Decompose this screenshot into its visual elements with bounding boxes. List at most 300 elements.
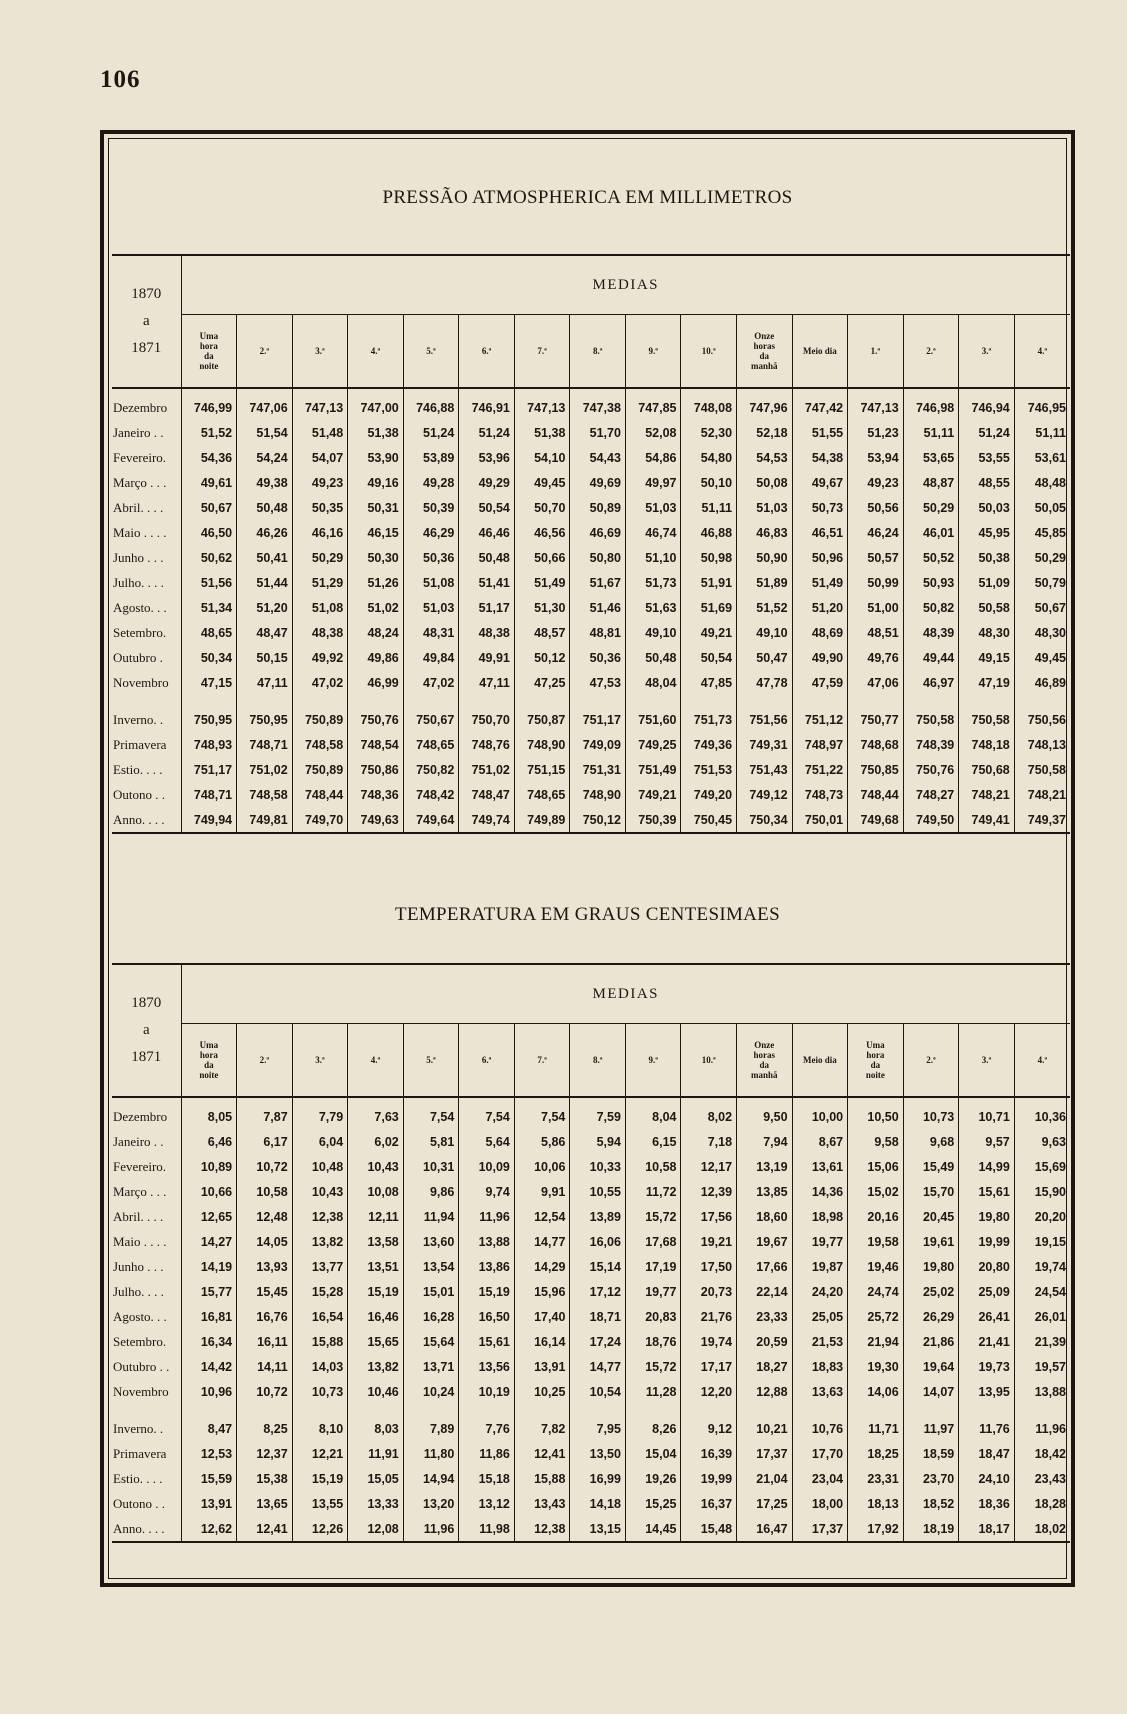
value-cell: 47,06 xyxy=(848,670,904,695)
value-cell: 9,58 xyxy=(848,1129,904,1154)
value-cell: 5,94 xyxy=(570,1129,626,1154)
value-cell: 47,85 xyxy=(681,670,737,695)
spacer-cell xyxy=(112,1404,181,1416)
value-cell: 13,20 xyxy=(403,1491,459,1516)
value-cell: 52,18 xyxy=(737,420,793,445)
spacer-cell xyxy=(959,695,1015,707)
row-label: Dezembro xyxy=(112,388,181,420)
value-cell: 16,14 xyxy=(514,1329,570,1354)
value-cell: 16,81 xyxy=(181,1304,237,1329)
value-cell: 751,31 xyxy=(570,757,626,782)
value-cell: 11,86 xyxy=(459,1441,515,1466)
value-cell: 18,42 xyxy=(1034,1446,1066,1461)
value-cell: 750,95 xyxy=(181,707,237,732)
value-cell: 50,79 xyxy=(1034,575,1066,590)
hour-header-line: Meio dia xyxy=(802,1055,837,1065)
table-row xyxy=(112,1416,1070,1441)
value-cell: 749,12 xyxy=(737,782,793,807)
value-cell: 19,58 xyxy=(848,1229,904,1254)
spacer-cell xyxy=(459,695,515,707)
value-cell: 18,27 xyxy=(737,1354,793,1379)
value-cell: 50,48 xyxy=(625,645,681,670)
value-cell: 751,17 xyxy=(181,757,237,782)
value-cell: 748,27 xyxy=(903,782,959,807)
table-row xyxy=(112,732,1070,757)
value-cell: 50,98 xyxy=(681,545,737,570)
spacer-cell xyxy=(959,1404,1015,1416)
hour-header-line: 3.ª xyxy=(315,346,325,356)
value-cell: 47,11 xyxy=(237,670,293,695)
value-cell: 13,56 xyxy=(459,1354,515,1379)
value-cell: 50,15 xyxy=(237,645,293,670)
value-cell: 51,23 xyxy=(848,420,904,445)
hour-header-line: hora xyxy=(199,1050,218,1060)
medias-header: MEDIAS xyxy=(181,255,1070,315)
value-cell: 11,28 xyxy=(625,1379,681,1404)
spacer-cell xyxy=(403,1404,459,1416)
value-cell: 9,86 xyxy=(403,1179,459,1204)
value-cell: 750,56 xyxy=(1027,712,1066,727)
value-cell: 8,25 xyxy=(237,1416,293,1441)
value-cell: 49,84 xyxy=(403,645,459,670)
spacer-cell xyxy=(348,695,404,707)
spacer-cell xyxy=(237,1404,293,1416)
value-cell: 25,02 xyxy=(903,1279,959,1304)
hour-header-line: 3.ª xyxy=(315,1055,325,1065)
value-cell: 51,44 xyxy=(237,570,293,595)
value-cell: 49,29 xyxy=(459,470,515,495)
value-cell: 13,12 xyxy=(459,1491,515,1516)
hour-header xyxy=(181,1024,237,1098)
table-row xyxy=(112,495,1070,520)
temperature-title: TEMPERATURA EM GRAUS CENTESIMAES xyxy=(395,904,780,925)
value-cell: 24,10 xyxy=(959,1466,1015,1491)
value-cell: 16,28 xyxy=(403,1304,459,1329)
value-cell: 10,33 xyxy=(570,1154,626,1179)
table-row xyxy=(112,1229,1070,1254)
value-cell: 46,29 xyxy=(403,520,459,545)
hour-header xyxy=(403,315,459,389)
value-cell: 51,11 xyxy=(903,420,959,445)
hour-header xyxy=(959,1024,1015,1098)
value-cell: 48,81 xyxy=(570,620,626,645)
year-range-part: a xyxy=(142,313,150,329)
value-cell: 45,95 xyxy=(959,520,1015,545)
value-cell: 19,67 xyxy=(737,1229,793,1254)
table-row xyxy=(112,388,1070,420)
value-cell: 14,03 xyxy=(292,1354,348,1379)
spacer-cell xyxy=(348,1404,404,1416)
value-cell: 5,86 xyxy=(514,1129,570,1154)
table-row xyxy=(112,1204,1070,1229)
table-row xyxy=(112,1279,1070,1304)
value-cell: 5,81 xyxy=(403,1129,459,1154)
value-cell: 15,02 xyxy=(848,1179,904,1204)
row-label: Anno. . . . xyxy=(112,1516,181,1542)
spacer-cell xyxy=(112,695,181,707)
value-cell: 13,85 xyxy=(737,1179,793,1204)
value-cell: 54,10 xyxy=(514,445,570,470)
hour-header-row xyxy=(112,1024,1070,1098)
value-cell: 47,53 xyxy=(570,670,626,695)
table-row xyxy=(112,1329,1070,1354)
value-cell: 13,71 xyxy=(403,1354,459,1379)
hour-header-line: noite xyxy=(199,361,219,371)
row-label: Anno. . . . xyxy=(112,807,181,833)
page-number: 106 xyxy=(100,66,141,93)
value-cell: 50,29 xyxy=(903,495,959,520)
spacer-cell xyxy=(514,695,570,707)
value-cell: 26,01 xyxy=(1034,1309,1066,1324)
spacer-cell xyxy=(1014,1404,1070,1416)
value-cell: 12,41 xyxy=(514,1441,570,1466)
value-cell: 750,89 xyxy=(292,757,348,782)
value-cell: 6,04 xyxy=(292,1129,348,1154)
value-cell: 748,13 xyxy=(1027,737,1066,752)
table-row xyxy=(112,595,1070,620)
hour-header-line: 10.ª xyxy=(701,1055,716,1065)
value-cell: 11,72 xyxy=(625,1179,681,1204)
value-cell: 19,73 xyxy=(959,1354,1015,1379)
value-cell: 51,49 xyxy=(514,570,570,595)
hour-header xyxy=(514,315,570,389)
value-cell: 748,44 xyxy=(292,782,348,807)
value-cell: 10,76 xyxy=(792,1416,848,1441)
value-cell: 7,95 xyxy=(570,1416,626,1441)
value-cell: 750,58 xyxy=(1027,762,1066,777)
value-cell: 13,60 xyxy=(403,1229,459,1254)
value-cell: 46,24 xyxy=(848,520,904,545)
value-cell: 750,95 xyxy=(237,707,293,732)
value-cell: 50,31 xyxy=(348,495,404,520)
value-cell: 751,49 xyxy=(625,757,681,782)
value-cell: 19,80 xyxy=(959,1204,1015,1229)
hour-header xyxy=(681,315,737,389)
value-cell: 48,04 xyxy=(625,670,681,695)
value-cell: 18,00 xyxy=(792,1491,848,1516)
value-cell: 51,38 xyxy=(514,420,570,445)
value-cell: 12,62 xyxy=(181,1516,237,1542)
row-label: Maio . . . . xyxy=(112,520,181,545)
hour-header-line: Uma xyxy=(199,1040,219,1050)
value-cell: 50,48 xyxy=(459,545,515,570)
spacer-cell xyxy=(903,1404,959,1416)
hour-header xyxy=(681,1024,737,1098)
value-cell: 53,94 xyxy=(848,445,904,470)
value-cell: 12,41 xyxy=(237,1516,293,1542)
value-cell: 49,10 xyxy=(625,620,681,645)
table-row xyxy=(112,1466,1070,1491)
value-cell: 748,73 xyxy=(792,782,848,807)
value-cell: 9,91 xyxy=(514,1179,570,1204)
value-cell: 50,36 xyxy=(403,545,459,570)
value-cell: 8,05 xyxy=(181,1097,237,1129)
hour-header xyxy=(625,315,681,389)
value-cell: 746,98 xyxy=(903,388,959,420)
temperature-table xyxy=(112,963,1070,1543)
value-cell: 751,53 xyxy=(681,757,737,782)
value-cell: 14,06 xyxy=(848,1379,904,1404)
value-cell: 750,86 xyxy=(348,757,404,782)
value-cell: 749,64 xyxy=(403,807,459,833)
value-cell: 747,85 xyxy=(625,388,681,420)
value-cell: 750,82 xyxy=(403,757,459,782)
value-cell: 26,41 xyxy=(959,1304,1015,1329)
value-cell: 51,20 xyxy=(237,595,293,620)
hour-header xyxy=(848,315,904,389)
value-cell: 25,09 xyxy=(959,1279,1015,1304)
value-cell: 14,77 xyxy=(514,1229,570,1254)
value-cell: 15,65 xyxy=(348,1329,404,1354)
value-cell: 49,16 xyxy=(348,470,404,495)
value-cell: 12,38 xyxy=(292,1204,348,1229)
value-cell: 51,11 xyxy=(681,495,737,520)
value-cell: 16,47 xyxy=(737,1516,793,1542)
value-cell: 7,18 xyxy=(681,1129,737,1154)
value-cell: 751,12 xyxy=(792,707,848,732)
hour-header xyxy=(570,1024,626,1098)
value-cell: 46,99 xyxy=(348,670,404,695)
hour-header-line: Onze xyxy=(754,1040,775,1050)
value-cell: 22,14 xyxy=(737,1279,793,1304)
value-cell: 48,48 xyxy=(1034,475,1066,490)
value-cell: 18,76 xyxy=(625,1329,681,1354)
value-cell: 13,43 xyxy=(514,1491,570,1516)
value-cell: 17,50 xyxy=(681,1254,737,1279)
value-cell: 751,56 xyxy=(737,707,793,732)
value-cell: 751,43 xyxy=(737,757,793,782)
value-cell: 48,30 xyxy=(959,620,1015,645)
spacer-cell xyxy=(737,1404,793,1416)
medias-header: MEDIAS xyxy=(181,964,1070,1024)
spacer-cell xyxy=(792,1404,848,1416)
hour-header-line: hora xyxy=(866,1050,885,1060)
value-cell: 746,94 xyxy=(959,388,1015,420)
value-cell: 50,30 xyxy=(348,545,404,570)
value-cell: 47,25 xyxy=(514,670,570,695)
table-row xyxy=(112,1097,1070,1129)
value-cell: 15,69 xyxy=(1034,1159,1066,1174)
value-cell: 16,37 xyxy=(681,1491,737,1516)
value-cell: 7,59 xyxy=(570,1097,626,1129)
value-cell: 21,39 xyxy=(1034,1334,1066,1349)
value-cell: 52,08 xyxy=(625,420,681,445)
value-cell: 11,96 xyxy=(403,1516,459,1542)
value-cell: 51,17 xyxy=(459,595,515,620)
hour-header-line: da xyxy=(759,1060,770,1070)
value-cell: 15,72 xyxy=(625,1354,681,1379)
row-label: Inverno. . xyxy=(112,707,181,732)
value-cell: 50,54 xyxy=(681,645,737,670)
value-cell: 51,10 xyxy=(625,545,681,570)
value-cell: 48,38 xyxy=(459,620,515,645)
hour-header xyxy=(403,1024,459,1098)
value-cell: 15,45 xyxy=(237,1279,293,1304)
value-cell: 7,54 xyxy=(514,1097,570,1129)
value-cell: 15,28 xyxy=(292,1279,348,1304)
year-range-part: 1870 xyxy=(131,286,162,302)
value-cell: 54,80 xyxy=(681,445,737,470)
value-cell: 13,15 xyxy=(570,1516,626,1542)
value-cell: 748,71 xyxy=(237,732,293,757)
value-cell: 9,74 xyxy=(459,1179,515,1204)
value-cell: 23,70 xyxy=(903,1466,959,1491)
table-row xyxy=(112,757,1070,782)
value-cell: 51,24 xyxy=(403,420,459,445)
value-cell: 51,54 xyxy=(237,420,293,445)
value-cell: 749,63 xyxy=(348,807,404,833)
value-cell: 15,77 xyxy=(181,1279,237,1304)
value-cell: 12,38 xyxy=(514,1516,570,1542)
value-cell: 53,65 xyxy=(903,445,959,470)
value-cell: 47,11 xyxy=(459,670,515,695)
value-cell: 48,30 xyxy=(1034,625,1066,640)
value-cell: 748,42 xyxy=(403,782,459,807)
hour-header-line: 1.ª xyxy=(870,346,881,356)
header-row xyxy=(112,255,1070,315)
value-cell: 52,30 xyxy=(681,420,737,445)
value-cell: 751,73 xyxy=(681,707,737,732)
value-cell: 50,47 xyxy=(737,645,793,670)
value-cell: 10,43 xyxy=(348,1154,404,1179)
hour-header-line: da xyxy=(204,1060,214,1070)
value-cell: 19,21 xyxy=(681,1229,737,1254)
value-cell: 17,12 xyxy=(570,1279,626,1304)
value-cell: 53,55 xyxy=(959,445,1015,470)
value-cell: 13,33 xyxy=(348,1491,404,1516)
hour-header xyxy=(1014,315,1070,389)
value-cell: 748,76 xyxy=(459,732,515,757)
value-cell: 16,06 xyxy=(570,1229,626,1254)
value-cell: 18,25 xyxy=(848,1441,904,1466)
value-cell: 19,15 xyxy=(1034,1234,1066,1249)
hour-header-line: manhã xyxy=(751,361,778,371)
value-cell: 746,99 xyxy=(181,388,237,420)
value-cell: 15,05 xyxy=(348,1466,404,1491)
value-cell: 51,70 xyxy=(570,420,626,445)
value-cell: 19,77 xyxy=(792,1229,848,1254)
year-range-part: a xyxy=(142,1022,150,1038)
value-cell: 747,00 xyxy=(348,388,404,420)
value-cell: 48,39 xyxy=(903,620,959,645)
value-cell: 46,16 xyxy=(292,520,348,545)
hour-header-line: 8.ª xyxy=(592,346,603,356)
value-cell: 748,71 xyxy=(181,782,237,807)
value-cell: 54,86 xyxy=(625,445,681,470)
value-cell: 19,99 xyxy=(959,1229,1015,1254)
row-label: Agosto. . . xyxy=(112,1304,181,1329)
hour-header xyxy=(237,1024,293,1098)
value-cell: 9,63 xyxy=(1041,1134,1066,1149)
value-cell: 18,13 xyxy=(848,1491,904,1516)
value-cell: 47,02 xyxy=(403,670,459,695)
table-row xyxy=(112,545,1070,570)
hour-header xyxy=(459,1024,515,1098)
hour-header-line: 4.ª xyxy=(370,346,381,356)
value-cell: 17,56 xyxy=(681,1204,737,1229)
value-cell: 49,91 xyxy=(459,645,515,670)
value-cell: 750,58 xyxy=(903,707,959,732)
value-cell: 13,65 xyxy=(237,1491,293,1516)
value-cell: 50,89 xyxy=(570,495,626,520)
row-label: Janeiro . . xyxy=(112,1129,181,1154)
table-row xyxy=(112,1154,1070,1179)
spacer-cell xyxy=(625,1404,681,1416)
value-cell: 49,38 xyxy=(237,470,293,495)
value-cell: 751,02 xyxy=(237,757,293,782)
value-cell: 7,79 xyxy=(292,1097,348,1129)
value-cell: 11,94 xyxy=(403,1204,459,1229)
value-cell: 50,67 xyxy=(181,495,237,520)
value-cell: 18,02 xyxy=(1014,1516,1070,1542)
spacer-cell xyxy=(903,695,959,707)
value-cell: 46,74 xyxy=(625,520,681,545)
value-cell: 751,60 xyxy=(625,707,681,732)
value-cell: 50,58 xyxy=(959,595,1015,620)
value-cell: 48,51 xyxy=(848,620,904,645)
table-row xyxy=(112,470,1070,495)
value-cell: 50,57 xyxy=(848,545,904,570)
hour-header xyxy=(514,1024,570,1098)
row-label: Estio. . . . xyxy=(112,1466,181,1491)
table-row xyxy=(112,570,1070,595)
value-cell: 21,53 xyxy=(792,1329,848,1354)
value-cell: 748,47 xyxy=(459,782,515,807)
value-cell: 50,96 xyxy=(792,545,848,570)
table-row xyxy=(112,420,1070,445)
value-cell: 749,41 xyxy=(959,807,1015,833)
value-cell: 17,24 xyxy=(570,1329,626,1354)
value-cell: 21,94 xyxy=(848,1329,904,1354)
value-cell: 51,03 xyxy=(625,495,681,520)
value-cell: 51,91 xyxy=(681,570,737,595)
value-cell: 14,36 xyxy=(792,1179,848,1204)
value-cell: 748,39 xyxy=(903,732,959,757)
value-cell: 12,48 xyxy=(237,1204,293,1229)
row-label: Setembro. xyxy=(112,620,181,645)
value-cell: 50,70 xyxy=(514,495,570,520)
value-cell: 749,36 xyxy=(681,732,737,757)
value-cell: 748,54 xyxy=(348,732,404,757)
hour-header-line: Uma xyxy=(199,331,219,341)
value-cell: 17,17 xyxy=(681,1354,737,1379)
value-cell: 749,50 xyxy=(903,807,959,833)
hour-header xyxy=(737,315,793,389)
value-cell: 49,21 xyxy=(681,620,737,645)
year-range-part: 1871 xyxy=(131,340,162,356)
value-cell: 18,19 xyxy=(903,1516,959,1542)
spacer-row xyxy=(112,1404,1070,1416)
value-cell: 13,54 xyxy=(403,1254,459,1279)
value-cell: 12,26 xyxy=(292,1516,348,1542)
value-cell: 50,52 xyxy=(903,545,959,570)
value-cell: 50,38 xyxy=(959,545,1015,570)
value-cell: 46,88 xyxy=(681,520,737,545)
hour-header-line: 6.ª xyxy=(481,1055,492,1065)
value-cell: 51,03 xyxy=(403,595,459,620)
value-cell: 15,06 xyxy=(848,1154,904,1179)
value-cell: 24,54 xyxy=(1034,1284,1066,1299)
row-label: Outubro . . xyxy=(112,1354,181,1379)
value-cell: 12,20 xyxy=(681,1379,737,1404)
value-cell: 6,15 xyxy=(625,1129,681,1154)
value-cell: 15,25 xyxy=(625,1491,681,1516)
value-cell: 7,89 xyxy=(403,1416,459,1441)
hour-header-line: 6.ª xyxy=(481,346,492,356)
value-cell: 18,59 xyxy=(903,1441,959,1466)
hour-header-line: 10.ª xyxy=(701,346,716,356)
value-cell: 15,88 xyxy=(292,1329,348,1354)
